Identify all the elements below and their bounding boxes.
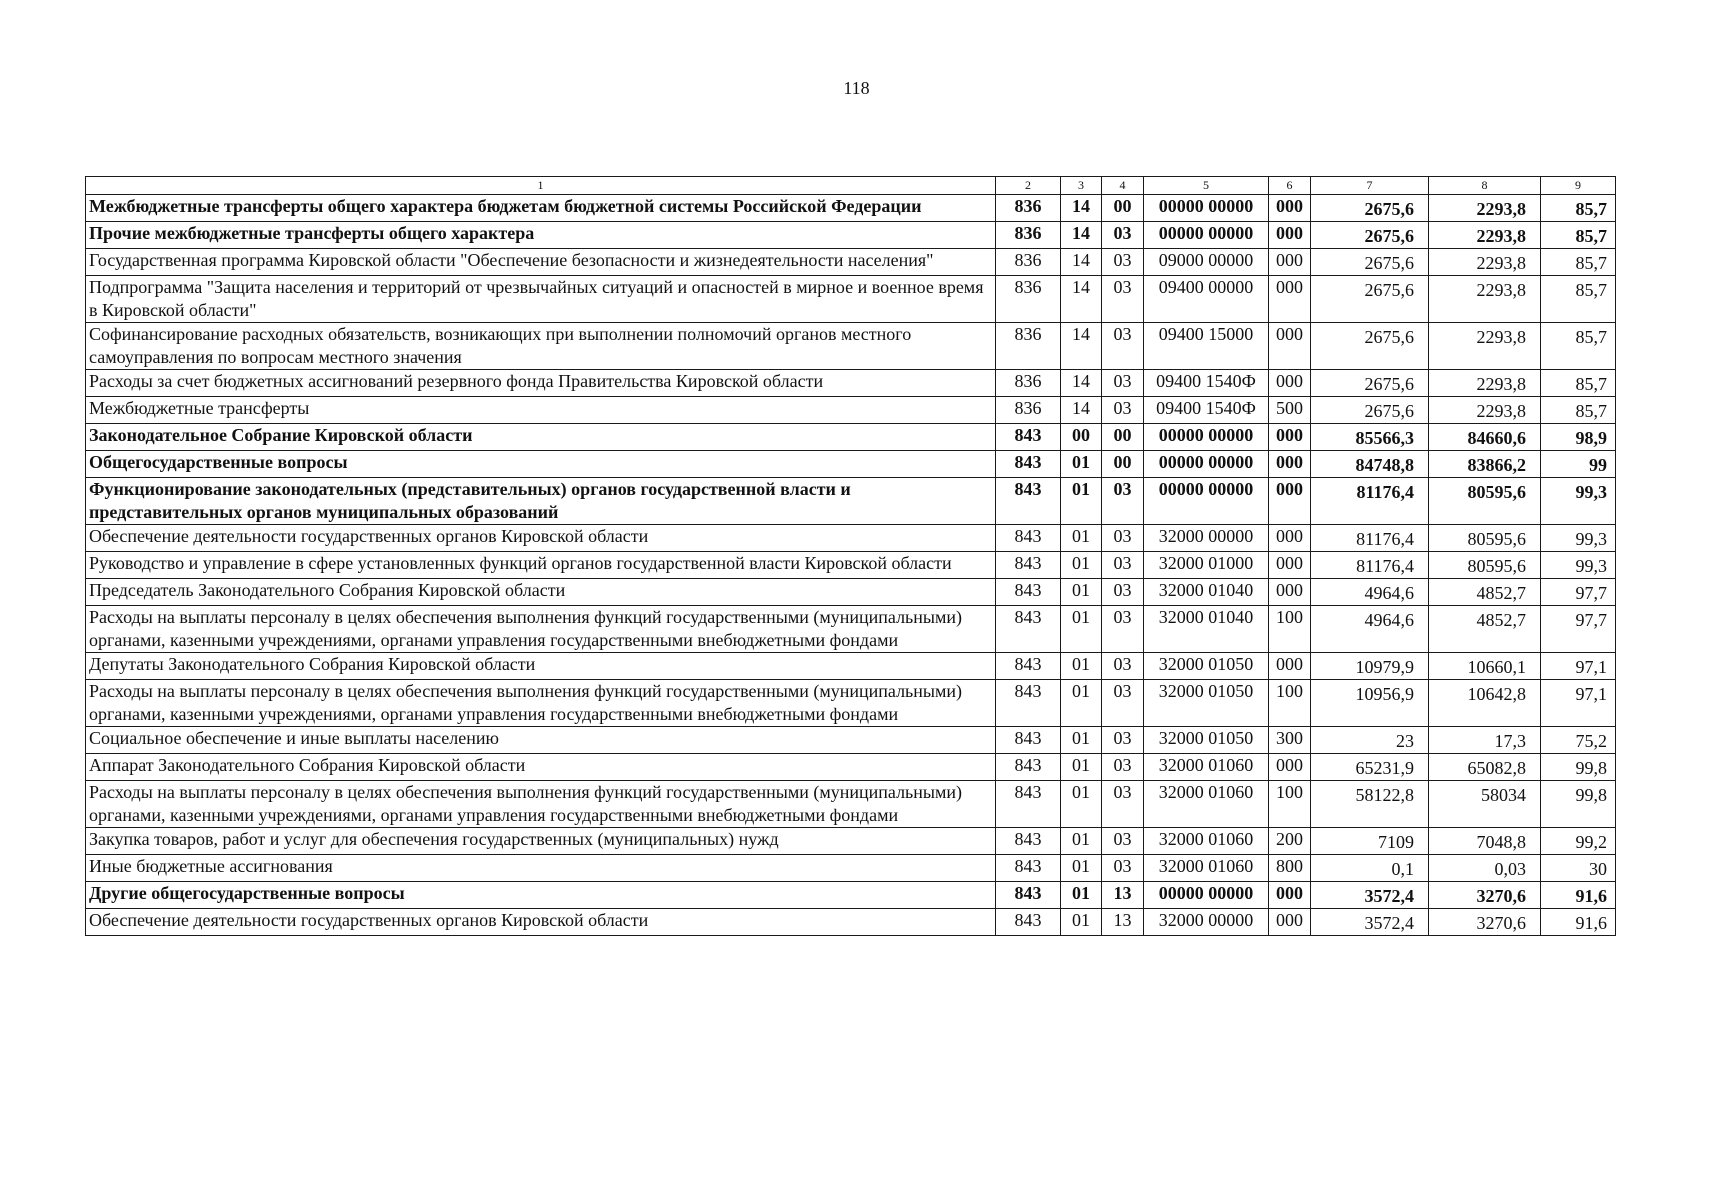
cell-percent: 99,3 xyxy=(1541,478,1616,525)
page-number: 118 xyxy=(843,78,870,98)
cell-name: Общегосударственные вопросы xyxy=(86,451,996,478)
column-header: 4 xyxy=(1102,177,1144,195)
cell-name: Расходы на выплаты персоналу в целях обеспечения выполнения функций государственными (муниципальными) органами, казенными учреждениями, органами управления государственными внебюджетными фондами xyxy=(86,781,996,828)
cell-name: Обеспечение деятельности государственных органов Кировской области xyxy=(86,909,996,936)
cell-percent: 85,7 xyxy=(1541,397,1616,424)
cell-planned: 4964,6 xyxy=(1311,606,1429,653)
cell-subsection: 03 xyxy=(1102,855,1144,882)
table-header xyxy=(86,177,1616,195)
cell-target-article: 32000 01060 xyxy=(1144,828,1269,855)
cell-planned: 84748,8 xyxy=(1311,451,1429,478)
column-header: 5 xyxy=(1144,177,1269,195)
table-row xyxy=(86,855,1616,882)
column-header: 2 xyxy=(996,177,1061,195)
cell-expense-type: 000 xyxy=(1269,552,1311,579)
cell-name: Софинансирование расходных обязательств, возникающих при выполнении полномочий органов местного самоуправления по вопросам местного значения xyxy=(86,323,996,370)
cell-planned: 7109 xyxy=(1311,828,1429,855)
cell-expense-type: 000 xyxy=(1269,525,1311,552)
cell-name: Прочие межбюджетные трансферты общего характера xyxy=(86,222,996,249)
cell-subsection: 03 xyxy=(1102,754,1144,781)
cell-target-article: 32000 01000 xyxy=(1144,552,1269,579)
cell-section: 14 xyxy=(1061,397,1102,424)
cell-admin-code: 843 xyxy=(996,552,1061,579)
cell-executed: 83866,2 xyxy=(1429,451,1541,478)
cell-target-article: 32000 01050 xyxy=(1144,680,1269,727)
cell-name: Расходы на выплаты персоналу в целях обеспечения выполнения функций государственными (муниципальными) органами, казенными учреждениями, органами управления государственными внебюджетными фондами xyxy=(86,606,996,653)
column-header: 9 xyxy=(1541,177,1616,195)
cell-expense-type: 100 xyxy=(1269,606,1311,653)
cell-executed: 4852,7 xyxy=(1429,579,1541,606)
cell-planned: 2675,6 xyxy=(1311,397,1429,424)
cell-expense-type: 000 xyxy=(1269,249,1311,276)
cell-planned: 81176,4 xyxy=(1311,478,1429,525)
cell-target-article: 32000 01060 xyxy=(1144,855,1269,882)
cell-expense-type: 500 xyxy=(1269,397,1311,424)
cell-admin-code: 836 xyxy=(996,370,1061,397)
cell-name: Председатель Законодательного Собрания Кировской области xyxy=(86,579,996,606)
cell-admin-code: 843 xyxy=(996,909,1061,936)
cell-admin-code: 843 xyxy=(996,781,1061,828)
cell-section: 01 xyxy=(1061,579,1102,606)
cell-subsection: 03 xyxy=(1102,552,1144,579)
cell-subsection: 00 xyxy=(1102,424,1144,451)
cell-percent: 85,7 xyxy=(1541,370,1616,397)
cell-percent: 85,7 xyxy=(1541,249,1616,276)
cell-target-article: 32000 01050 xyxy=(1144,653,1269,680)
cell-planned: 4964,6 xyxy=(1311,579,1429,606)
table-row xyxy=(86,525,1616,552)
cell-expense-type: 100 xyxy=(1269,781,1311,828)
cell-section: 01 xyxy=(1061,882,1102,909)
cell-expense-type: 000 xyxy=(1269,323,1311,370)
cell-name: Иные бюджетные ассигнования xyxy=(86,855,996,882)
cell-admin-code: 843 xyxy=(996,579,1061,606)
cell-expense-type: 000 xyxy=(1269,370,1311,397)
table-row xyxy=(86,195,1616,222)
cell-section: 01 xyxy=(1061,552,1102,579)
cell-subsection: 13 xyxy=(1102,882,1144,909)
table-row xyxy=(86,222,1616,249)
cell-subsection: 03 xyxy=(1102,653,1144,680)
cell-executed: 84660,6 xyxy=(1429,424,1541,451)
cell-percent: 97,1 xyxy=(1541,680,1616,727)
cell-section: 01 xyxy=(1061,909,1102,936)
cell-subsection: 03 xyxy=(1102,606,1144,653)
cell-percent: 98,9 xyxy=(1541,424,1616,451)
cell-target-article: 09400 1540Ф xyxy=(1144,370,1269,397)
cell-executed: 2293,8 xyxy=(1429,222,1541,249)
cell-percent: 85,7 xyxy=(1541,276,1616,323)
cell-expense-type: 000 xyxy=(1269,195,1311,222)
cell-admin-code: 836 xyxy=(996,249,1061,276)
cell-percent: 99,3 xyxy=(1541,552,1616,579)
cell-admin-code: 843 xyxy=(996,855,1061,882)
cell-admin-code: 843 xyxy=(996,424,1061,451)
table-row xyxy=(86,653,1616,680)
cell-admin-code: 843 xyxy=(996,606,1061,653)
cell-section: 01 xyxy=(1061,680,1102,727)
column-number-row xyxy=(86,177,1616,195)
cell-percent: 99 xyxy=(1541,451,1616,478)
cell-subsection: 03 xyxy=(1102,397,1144,424)
cell-admin-code: 836 xyxy=(996,397,1061,424)
cell-target-article: 32000 00000 xyxy=(1144,909,1269,936)
cell-expense-type: 000 xyxy=(1269,882,1311,909)
table-row xyxy=(86,828,1616,855)
cell-executed: 10642,8 xyxy=(1429,680,1541,727)
cell-section: 01 xyxy=(1061,451,1102,478)
cell-executed: 2293,8 xyxy=(1429,276,1541,323)
cell-subsection: 00 xyxy=(1102,195,1144,222)
cell-target-article: 32000 00000 xyxy=(1144,525,1269,552)
cell-percent: 99,8 xyxy=(1541,781,1616,828)
cell-section: 14 xyxy=(1061,249,1102,276)
cell-subsection: 03 xyxy=(1102,478,1144,525)
table-row xyxy=(86,323,1616,370)
cell-executed: 7048,8 xyxy=(1429,828,1541,855)
cell-percent: 75,2 xyxy=(1541,727,1616,754)
cell-section: 14 xyxy=(1061,323,1102,370)
cell-subsection: 03 xyxy=(1102,579,1144,606)
cell-name: Государственная программа Кировской области "Обеспечение безопасности и жизнедеятельности населения" xyxy=(86,249,996,276)
cell-section: 00 xyxy=(1061,424,1102,451)
cell-planned: 3572,4 xyxy=(1311,882,1429,909)
cell-admin-code: 843 xyxy=(996,478,1061,525)
cell-name: Законодательное Собрание Кировской области xyxy=(86,424,996,451)
column-header: 3 xyxy=(1061,177,1102,195)
cell-section: 01 xyxy=(1061,754,1102,781)
cell-planned: 23 xyxy=(1311,727,1429,754)
cell-planned: 2675,6 xyxy=(1311,222,1429,249)
cell-section: 14 xyxy=(1061,222,1102,249)
cell-subsection: 03 xyxy=(1102,828,1144,855)
cell-subsection: 03 xyxy=(1102,222,1144,249)
cell-subsection: 03 xyxy=(1102,525,1144,552)
cell-section: 01 xyxy=(1061,478,1102,525)
cell-expense-type: 800 xyxy=(1269,855,1311,882)
cell-executed: 3270,6 xyxy=(1429,909,1541,936)
cell-expense-type: 000 xyxy=(1269,653,1311,680)
cell-subsection: 03 xyxy=(1102,727,1144,754)
cell-executed: 0,03 xyxy=(1429,855,1541,882)
cell-executed: 2293,8 xyxy=(1429,195,1541,222)
cell-executed: 80595,6 xyxy=(1429,552,1541,579)
cell-percent: 97,7 xyxy=(1541,579,1616,606)
table-row xyxy=(86,781,1616,828)
table-row xyxy=(86,606,1616,653)
cell-expense-type: 000 xyxy=(1269,222,1311,249)
cell-name: Другие общегосударственные вопросы xyxy=(86,882,996,909)
column-header: 7 xyxy=(1311,177,1429,195)
cell-planned: 0,1 xyxy=(1311,855,1429,882)
table-row xyxy=(86,552,1616,579)
cell-percent: 91,6 xyxy=(1541,909,1616,936)
cell-target-article: 09400 1540Ф xyxy=(1144,397,1269,424)
cell-expense-type: 000 xyxy=(1269,579,1311,606)
cell-percent: 91,6 xyxy=(1541,882,1616,909)
cell-executed: 10660,1 xyxy=(1429,653,1541,680)
cell-subsection: 03 xyxy=(1102,323,1144,370)
cell-name: Расходы за счет бюджетных ассигнований резервного фонда Правительства Кировской области xyxy=(86,370,996,397)
cell-executed: 80595,6 xyxy=(1429,478,1541,525)
cell-admin-code: 843 xyxy=(996,828,1061,855)
cell-admin-code: 843 xyxy=(996,680,1061,727)
cell-admin-code: 843 xyxy=(996,525,1061,552)
cell-target-article: 32000 01060 xyxy=(1144,781,1269,828)
table-row xyxy=(86,397,1616,424)
table-row xyxy=(86,276,1616,323)
cell-name: Расходы на выплаты персоналу в целях обеспечения выполнения функций государственными (муниципальными) органами, казенными учреждениями, органами управления государственными внебюджетными фондами xyxy=(86,680,996,727)
cell-target-article: 00000 00000 xyxy=(1144,222,1269,249)
table-row xyxy=(86,478,1616,525)
table-row xyxy=(86,424,1616,451)
cell-planned: 58122,8 xyxy=(1311,781,1429,828)
cell-expense-type: 000 xyxy=(1269,451,1311,478)
cell-executed: 3270,6 xyxy=(1429,882,1541,909)
table-row xyxy=(86,579,1616,606)
cell-section: 01 xyxy=(1061,606,1102,653)
table-row xyxy=(86,249,1616,276)
cell-target-article: 00000 00000 xyxy=(1144,424,1269,451)
cell-percent: 85,7 xyxy=(1541,323,1616,370)
cell-subsection: 03 xyxy=(1102,249,1144,276)
cell-target-article: 32000 01050 xyxy=(1144,727,1269,754)
cell-target-article: 00000 00000 xyxy=(1144,882,1269,909)
cell-name: Социальное обеспечение и иные выплаты населению xyxy=(86,727,996,754)
cell-percent: 30 xyxy=(1541,855,1616,882)
cell-admin-code: 843 xyxy=(996,451,1061,478)
cell-section: 01 xyxy=(1061,525,1102,552)
cell-expense-type: 200 xyxy=(1269,828,1311,855)
cell-expense-type: 000 xyxy=(1269,276,1311,323)
cell-target-article: 32000 01060 xyxy=(1144,754,1269,781)
column-header: 1 xyxy=(86,177,996,195)
table-row xyxy=(86,727,1616,754)
cell-executed: 80595,6 xyxy=(1429,525,1541,552)
column-header: 6 xyxy=(1269,177,1311,195)
cell-executed: 2293,8 xyxy=(1429,370,1541,397)
cell-subsection: 03 xyxy=(1102,370,1144,397)
cell-executed: 4852,7 xyxy=(1429,606,1541,653)
cell-section: 01 xyxy=(1061,855,1102,882)
cell-name: Закупка товаров, работ и услуг для обеспечения государственных (муниципальных) нужд xyxy=(86,828,996,855)
cell-planned: 2675,6 xyxy=(1311,370,1429,397)
cell-section: 01 xyxy=(1061,727,1102,754)
cell-name: Подпрограмма "Защита населения и территорий от чрезвычайных ситуаций и опасностей в мирное и военное время в Кировской области" xyxy=(86,276,996,323)
column-header: 8 xyxy=(1429,177,1541,195)
cell-expense-type: 000 xyxy=(1269,424,1311,451)
cell-subsection: 03 xyxy=(1102,781,1144,828)
table-body xyxy=(86,195,1616,936)
cell-subsection: 03 xyxy=(1102,680,1144,727)
cell-target-article: 00000 00000 xyxy=(1144,478,1269,525)
cell-executed: 17,3 xyxy=(1429,727,1541,754)
cell-section: 01 xyxy=(1061,653,1102,680)
cell-expense-type: 000 xyxy=(1269,478,1311,525)
cell-executed: 2293,8 xyxy=(1429,249,1541,276)
table-row xyxy=(86,909,1616,936)
cell-name: Межбюджетные трансферты xyxy=(86,397,996,424)
cell-percent: 97,1 xyxy=(1541,653,1616,680)
cell-name: Межбюджетные трансферты общего характера бюджетам бюджетной системы Российской Федерации xyxy=(86,195,996,222)
cell-subsection: 03 xyxy=(1102,276,1144,323)
table-row xyxy=(86,451,1616,478)
table-row xyxy=(86,680,1616,727)
cell-name: Депутаты Законодательного Собрания Кировской области xyxy=(86,653,996,680)
cell-admin-code: 836 xyxy=(996,276,1061,323)
cell-admin-code: 843 xyxy=(996,653,1061,680)
cell-percent: 85,7 xyxy=(1541,222,1616,249)
cell-name: Обеспечение деятельности государственных органов Кировской области xyxy=(86,525,996,552)
cell-expense-type: 300 xyxy=(1269,727,1311,754)
cell-section: 01 xyxy=(1061,828,1102,855)
cell-percent: 99,8 xyxy=(1541,754,1616,781)
cell-executed: 2293,8 xyxy=(1429,323,1541,370)
cell-target-article: 09400 15000 xyxy=(1144,323,1269,370)
cell-name: Руководство и управление в сфере установленных функций органов государственной власти Кировской области xyxy=(86,552,996,579)
table-row xyxy=(86,370,1616,397)
cell-admin-code: 836 xyxy=(996,195,1061,222)
cell-target-article: 32000 01040 xyxy=(1144,606,1269,653)
cell-target-article: 09000 00000 xyxy=(1144,249,1269,276)
cell-planned: 10956,9 xyxy=(1311,680,1429,727)
cell-target-article: 32000 01040 xyxy=(1144,579,1269,606)
cell-executed: 65082,8 xyxy=(1429,754,1541,781)
cell-section: 14 xyxy=(1061,370,1102,397)
cell-executed: 58034 xyxy=(1429,781,1541,828)
cell-percent: 99,2 xyxy=(1541,828,1616,855)
cell-target-article: 00000 00000 xyxy=(1144,451,1269,478)
cell-admin-code: 843 xyxy=(996,754,1061,781)
cell-planned: 81176,4 xyxy=(1311,552,1429,579)
cell-admin-code: 836 xyxy=(996,222,1061,249)
table-row xyxy=(86,754,1616,781)
cell-planned: 65231,9 xyxy=(1311,754,1429,781)
cell-admin-code: 836 xyxy=(996,323,1061,370)
cell-subsection: 13 xyxy=(1102,909,1144,936)
cell-percent: 99,3 xyxy=(1541,525,1616,552)
cell-percent: 85,7 xyxy=(1541,195,1616,222)
cell-planned: 2675,6 xyxy=(1311,276,1429,323)
cell-planned: 2675,6 xyxy=(1311,249,1429,276)
cell-planned: 3572,4 xyxy=(1311,909,1429,936)
cell-section: 01 xyxy=(1061,781,1102,828)
cell-section: 14 xyxy=(1061,276,1102,323)
cell-expense-type: 100 xyxy=(1269,680,1311,727)
budget-table xyxy=(85,176,1616,936)
cell-name: Функционирование законодательных (представительных) органов государственной власти и представительных органов муниципальных образований xyxy=(86,478,996,525)
cell-executed: 2293,8 xyxy=(1429,397,1541,424)
cell-percent: 97,7 xyxy=(1541,606,1616,653)
table-row xyxy=(86,882,1616,909)
cell-planned: 10979,9 xyxy=(1311,653,1429,680)
cell-admin-code: 843 xyxy=(996,882,1061,909)
cell-expense-type: 000 xyxy=(1269,754,1311,781)
cell-section: 14 xyxy=(1061,195,1102,222)
cell-target-article: 00000 00000 xyxy=(1144,195,1269,222)
cell-name: Аппарат Законодательного Собрания Кировской области xyxy=(86,754,996,781)
cell-subsection: 00 xyxy=(1102,451,1144,478)
cell-planned: 2675,6 xyxy=(1311,195,1429,222)
cell-admin-code: 843 xyxy=(996,727,1061,754)
cell-target-article: 09400 00000 xyxy=(1144,276,1269,323)
cell-expense-type: 000 xyxy=(1269,909,1311,936)
cell-planned: 2675,6 xyxy=(1311,323,1429,370)
cell-planned: 81176,4 xyxy=(1311,525,1429,552)
cell-planned: 85566,3 xyxy=(1311,424,1429,451)
